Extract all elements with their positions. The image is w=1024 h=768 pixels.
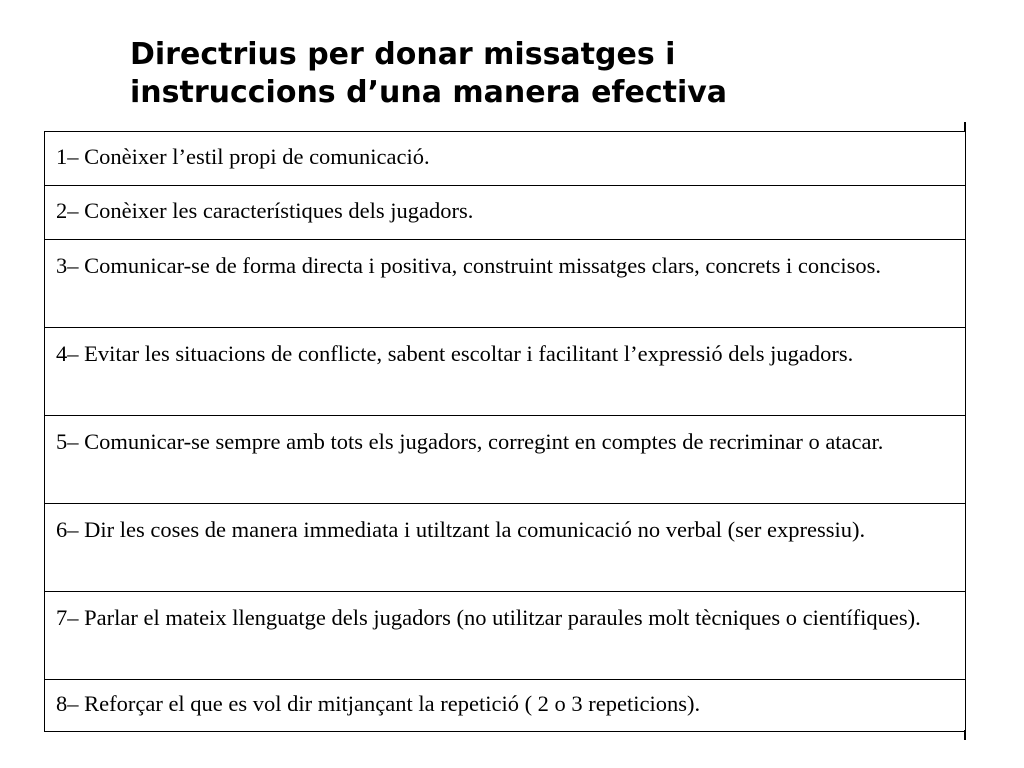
guideline-text: 2– Conèixer les característiques dels jugadors.: [56, 198, 474, 223]
table-edge-tick: [964, 122, 966, 132]
table-row: [45, 328, 966, 416]
table-cell: [45, 504, 966, 592]
table-row: [45, 504, 966, 592]
title-line-1: Directrius per donar missatges i: [130, 37, 676, 72]
guideline-text: 1– Conèixer l’estil propi de comunicació.: [56, 144, 430, 169]
slide-title: [130, 36, 950, 112]
guideline-text: 8– Reforçar el que es vol dir mitjançant la repetició ( 2 o 3 repeticions).: [56, 691, 701, 716]
table-row: [45, 240, 966, 328]
table-row: [45, 132, 966, 186]
guideline-text: 4– Evitar les situacions de conflicte, sabent escoltar i facilitant l’expressió dels jugadors.: [56, 341, 854, 366]
table-row: [45, 592, 966, 680]
table-cell: [45, 328, 966, 416]
table-edge-tick: [964, 730, 966, 740]
table-cell: [45, 186, 966, 240]
table-cell: [45, 240, 966, 328]
table-cell: [45, 416, 966, 504]
guideline-text: 3– Comunicar-se de forma directa i positiva, construint missatges clars, concrets i concisos.: [56, 253, 881, 278]
guideline-text: 5– Comunicar-se sempre amb tots els jugadors, corregint en comptes de recriminar o atacar.: [56, 429, 884, 454]
guideline-text: 7– Parlar el mateix llenguatge dels jugadors (no utilitzar paraules molt tècniques o científiques).: [56, 605, 921, 630]
table-row: [45, 416, 966, 504]
table-row: [45, 186, 966, 240]
table-cell: [45, 680, 966, 732]
title-line-2: instruccions d’una manera efectiva: [130, 75, 728, 110]
table-cell: [45, 592, 966, 680]
table-cell: [45, 132, 966, 186]
guideline-text: 6– Dir les coses de manera immediata i utiltzant la comunicació no verbal (ser expressiu).: [56, 517, 866, 542]
guidelines-table: [44, 131, 966, 732]
table-row: [45, 680, 966, 732]
